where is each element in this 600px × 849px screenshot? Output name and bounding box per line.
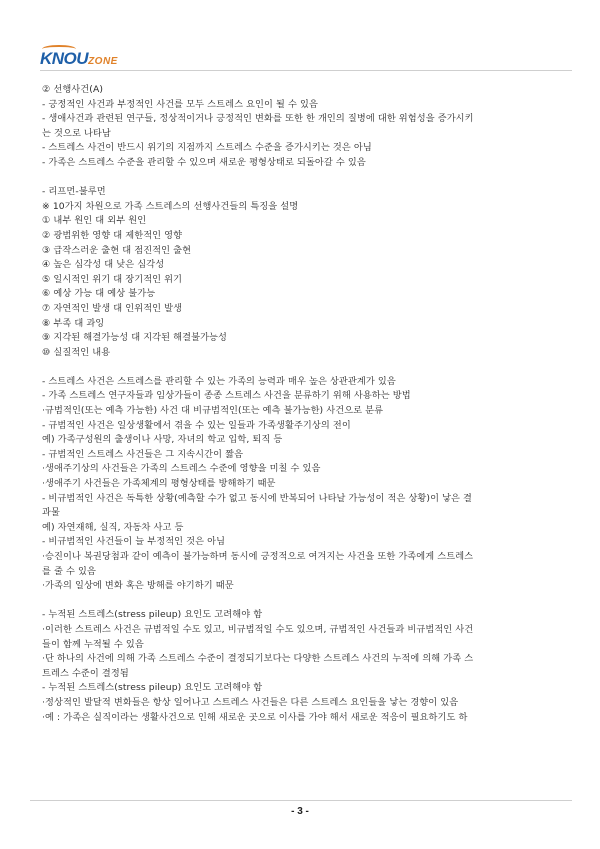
text-line: ② 광범위한 영향 대 제한적인 영향 <box>42 229 183 241</box>
text-line: - 규범적인 사건은 일상생활에서 겪을 수 있는 일들과 가족생활주기상의 전이 <box>42 419 351 431</box>
blank-line <box>42 171 562 186</box>
text-line: 는 것으로 나타남 <box>42 127 111 139</box>
text-line: - 생애사건과 관련된 연구들, 정상적이거나 긍정적인 변화를 또한 한 개인의 질병에 대한 위험성을 증가시키 <box>42 113 474 125</box>
text-line: - 규범적인 스트레스 사건들은 그 지속시간이 짧음 <box>42 448 244 460</box>
text-line: ⑩ 실질적인 내용 <box>42 346 111 358</box>
text-line: ③ 급작스러운 출현 대 점진적인 출현 <box>42 244 192 256</box>
text-line: ·승진이나 복권당첨과 같이 예측이 불가능하며 동시에 긍정적으로 여겨지는 사건을 또한 가족에게 스트레스 <box>42 551 474 562</box>
text-line: ⑧ 부족 대 과잉 <box>42 317 105 329</box>
text-line: - 리프먼-불루먼 <box>42 186 106 198</box>
text-line: ·이러한 스트레스 사건은 규범적일 수도 있고, 비규범적일 수도 있으며, 규범적인 사건들과 비규범적인 사건 <box>42 623 474 635</box>
logo-swoosh-icon <box>42 45 76 53</box>
text-line: ·규범적인(또는 예측 가능한) 사건 대 비규범적인(또는 예측 불가능한) 사건으로 분류 <box>42 405 384 417</box>
text-line: - 가족은 스트레스 수준을 관리할 수 있으며 새로운 평형상태로 되돌아갈 수 있음 <box>42 156 366 168</box>
text-line: - 비규범적인 사건들이 늘 부정적인 것은 아님 <box>42 536 226 548</box>
page-number: - 3 - <box>291 806 309 817</box>
logo-main-text: KNOU <box>40 49 89 68</box>
footer-divider <box>30 800 572 801</box>
text-line: 들이 함께 누적될 수 있음 <box>42 638 144 650</box>
text-line: 트레스 수준이 결정됨 <box>42 667 129 679</box>
text-line: 예) 자연재해, 실직, 자동차 사고 등 <box>42 521 184 533</box>
text-line: ⑥ 예상 가능 대 예상 불가능 <box>42 288 156 300</box>
knouzone-logo <box>40 50 118 68</box>
text-line: ·예 : 가족은 실직이라는 생활사건으로 인해 새로운 곳으로 이사를 가야 해서 새로운 적응이 필요하기도 하 <box>42 711 468 723</box>
blank-line <box>42 360 562 375</box>
text-line: ① 내부 원인 대 외부 원인 <box>42 215 147 227</box>
text-line: 를 줄 수 있음 <box>42 565 96 577</box>
text-line: ④ 높은 심각성 대 낮은 심각성 <box>42 259 165 271</box>
text-line: - 비규범적인 사건은 독특한 상황(예측할 수가 없고 동시에 반복되어 나타날 가능성이 적은 상황)이 낳은 결 <box>42 492 473 504</box>
text-line: 과물 <box>42 507 60 519</box>
text-line: - 누적된 스트레스(stress pileup) 요인도 고려해야 함 <box>42 609 263 621</box>
text-line: ⑨ 지각된 해결가능성 대 지각된 해결불가능성 <box>42 332 227 344</box>
text-line: - 스트레스 사건은 스트레스를 관리할 수 있는 가족의 능력과 매우 높은 상관관계가 있음 <box>42 375 396 387</box>
header-divider <box>40 70 572 71</box>
text-line: - 긍정적인 사건과 부정적인 사건를 모두 스트레스 요인이 될 수 있음 <box>42 98 318 110</box>
text-line: - 스트레스 사건이 반드시 위기의 지점까지 스트레스 수준을 증가시키는 것은 아님 <box>42 142 372 154</box>
text-line: ⑤ 일시적인 위기 대 장기적인 위기 <box>42 273 183 285</box>
text-line: ·생애주기상의 사건들은 가족의 스트레스 수준에 영향을 미칠 수 있음 <box>42 463 321 475</box>
document-body <box>42 83 562 725</box>
text-line: - 누적된 스트레스(stress pileup) 요인도 고려해야 함 <box>42 682 263 694</box>
text-line: ·생애주기 사건들은 가족체계의 평형상태를 방해하기 때문 <box>42 478 276 490</box>
text-line: ·단 하나의 사건에 의해 가족 스트레스 수준이 결정되기보다는 다양한 스트레스 사건의 누적에 의해 가족 스 <box>42 653 474 665</box>
text-line: ※ 10가지 차원으로 가족 스트레스의 선행사건들의 특징을 설명 <box>42 200 299 212</box>
text-line: - 가족 스트레스 연구자들과 임상가들이 종종 스트레스 사건을 분류하기 위해 사용하는 방법 <box>42 390 411 402</box>
text-line: ⑦ 자연적인 발생 대 인위적인 발생 <box>42 302 183 314</box>
text-line: ·정상적인 발달적 변화들은 항상 일어나고 스트레스 사건들은 다른 스트레스 요인들을 낳는 경향이 있음 <box>42 696 459 708</box>
logo-sub-text: ZONE <box>88 56 118 67</box>
blank-line <box>42 594 562 609</box>
text-line: ② 선행사건(A) <box>42 84 104 95</box>
text-line: 예) 가족구성원의 출생이나 사망, 자녀의 학교 입학, 퇴직 등 <box>42 434 283 446</box>
text-line: ·가족의 일상에 변화 혹은 방해를 야기하기 때문 <box>42 580 234 592</box>
